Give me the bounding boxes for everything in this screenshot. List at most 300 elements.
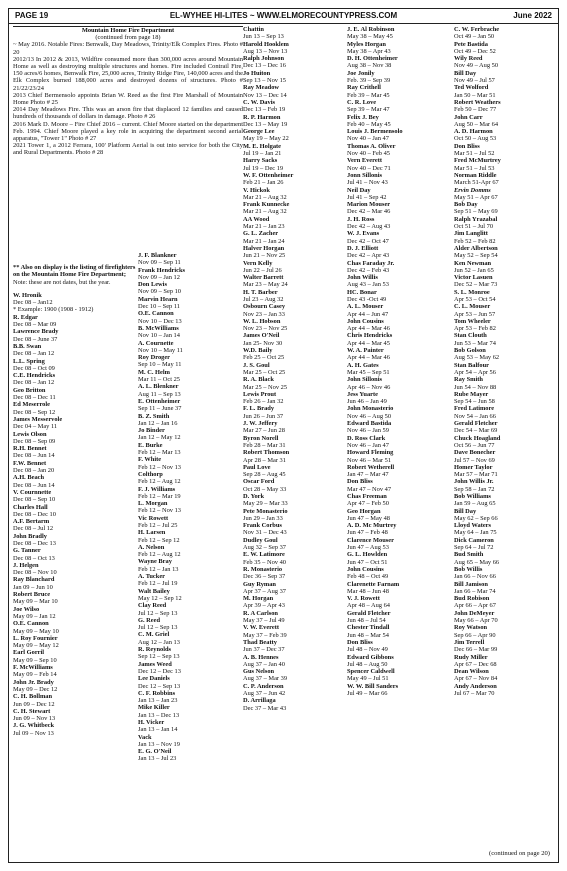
service-dates: Mar 27 – Jun 28 — [243, 427, 285, 435]
service-dates: Apr 47 – Feb 50 — [347, 500, 389, 508]
firefighter-name: C. H. Stewart — [13, 707, 51, 715]
firefighter-name: F. White — [138, 456, 162, 464]
service-dates: Feb 12 – Nov 13 — [138, 507, 181, 515]
service-dates: Aug 38 – Nov 38 — [347, 62, 392, 70]
service-dates: Dec 08 – Sep 12 — [13, 408, 56, 416]
service-dates: Apr 44 – Jun 47 — [347, 310, 389, 318]
service-dates: Nov 46 – Mar 51 — [347, 456, 392, 464]
firefighter-name: Jim Terrell — [454, 638, 485, 646]
service-dates: Jun 13 – Sep 13 — [243, 33, 284, 41]
service-dates: Nov 46 – Jan 47 — [347, 441, 389, 449]
service-dates: Dec 42 – Oct 47 — [347, 237, 389, 245]
firefighter-name: John Jr. Brady — [13, 678, 54, 686]
service-dates: Mar 45 – Sep 51 — [347, 368, 390, 376]
firefighter-name: C. F. Robbins — [138, 689, 176, 697]
service-dates: May 64 – Jan 75 — [454, 529, 497, 537]
service-dates: Apr 46 – Nov 46 — [347, 383, 391, 391]
firefighter-name: Chris Hendricks — [347, 332, 393, 340]
firefighter-name: Stan Clouth — [454, 332, 487, 340]
firefighter-name: F.W. Bennet — [13, 459, 47, 467]
service-dates: Sep 54 – Jun 58 — [454, 398, 495, 406]
firefighter-name: A. L. Mouser — [347, 303, 384, 311]
firefighter-name: Bill Day — [454, 507, 477, 515]
service-dates: Jun 48 – Jul 54 — [347, 617, 386, 625]
firefighter-name: H. Vicker — [138, 719, 165, 726]
service-dates: Mar 21 – Aug 32 — [243, 193, 287, 201]
firefighter-name: Charles Hall — [13, 503, 48, 511]
service-dates: May 51 – Apr 67 — [454, 193, 498, 201]
firefighter-name: G. Reed — [138, 616, 161, 624]
firefighter-name: Frank Corbus — [243, 522, 282, 530]
firefighter-name: J. F. Blankner — [138, 252, 177, 259]
service-dates: Feb 12 – Aug 12 — [138, 551, 181, 559]
service-dates: Apr 54 – Apr 56 — [454, 368, 496, 376]
firefighter-name: Robert Thomson — [243, 449, 290, 457]
service-dates: Jun 26 – Jun 37 — [243, 412, 284, 420]
service-dates: Dec 08 – Jan 12 — [13, 350, 55, 358]
firefighter-name: Rube Mayer — [454, 390, 489, 398]
publication-title: EL-WYHEE HI-LITES ~ WWW.ELMORECOUNTYPRESS.COM — [169, 11, 398, 20]
firefighter-name: John Sillonis — [347, 376, 382, 384]
firefighter-name: Ralph Yrazabal — [454, 215, 498, 223]
service-dates: Mar 21 – Jan 23 — [243, 223, 285, 231]
service-dates: Apr 37 – Aug 37 — [243, 587, 286, 595]
firefighter-name: Ed Meserrole — [13, 401, 50, 409]
firefighter-name: John Cousins — [347, 317, 384, 325]
firefighter-name: Thomas A. Oliver — [347, 142, 396, 150]
firefighter-name: B. McWilliams — [138, 324, 179, 332]
firefighter-name: Vack — [138, 733, 152, 741]
firefighter-name: C. L. Mouser — [454, 303, 491, 311]
firefighter-name: Ken Newman — [454, 259, 492, 267]
service-dates: May 09 – Jan 12 — [13, 612, 56, 620]
firefighter-name: C. W. Ferbrache — [454, 26, 500, 33]
firefighter-name: Lawrence Brady — [13, 328, 59, 336]
firefighter-name: G. Tanner — [13, 547, 41, 555]
service-dates: Feb 26 – Jan 32 — [243, 398, 284, 406]
firefighter-name: Thad Beatty — [243, 638, 277, 646]
firefighter-name: Andy Anderson — [454, 682, 497, 690]
service-dates: Dec 52 – Mar 73 — [454, 281, 498, 289]
service-dates: Aug 50 – Mar 64 — [454, 120, 499, 128]
service-dates: Mar 23 – May 24 — [243, 281, 288, 289]
service-dates: Sep 28 – Aug 45 — [243, 471, 286, 479]
firefighter-name: Clay Reed — [138, 602, 167, 610]
service-dates: Apr 48 – Aug 64 — [347, 602, 390, 610]
service-dates: Dec 08 – June 37 — [13, 335, 58, 343]
firefighter-name: Bob Willis — [454, 565, 483, 573]
firefighter-name: Wayne Bray — [138, 558, 172, 566]
service-dates: Dec 42 – Apr 43 — [347, 252, 390, 260]
service-dates: Feb 12 – Jul 25 — [138, 521, 178, 529]
firefighter-name: John Cousins — [347, 565, 384, 573]
service-dates: Nov 09 – Jan 12 — [138, 273, 180, 281]
service-dates: Nov 09 – Sep 11 — [138, 259, 181, 267]
firefighter-name: M. E. Holgate — [243, 142, 281, 150]
firefighter-name: Halver Horgan — [243, 244, 285, 252]
service-dates: Jun 47 – May 48 — [347, 514, 390, 522]
firefighter-name: Ted Wolford — [454, 84, 489, 92]
firefighter-name: Chattin — [243, 26, 264, 33]
article-title: Mountain Home Fire Department — [13, 26, 243, 34]
service-dates: May 09 – Feb 14 — [13, 671, 57, 679]
service-dates: Nov 10 – Dec 13 — [138, 317, 182, 325]
service-dates: Nov 46 – Aug 50 — [347, 412, 392, 420]
service-dates: Jul 12 – Sep 13 — [138, 624, 178, 632]
service-dates: Jun 48 – Mar 54 — [347, 631, 389, 639]
firefighter-name: AA Wood — [243, 215, 270, 223]
firefighter-name: Clarenette Farnam — [347, 580, 400, 588]
service-dates: Dec 13 – Feb 19 — [243, 106, 286, 114]
service-dates: Mar 51 – Jul 52 — [454, 150, 495, 158]
firefighter-name: A. B. Hennes — [243, 653, 279, 661]
firefighter-name: HC. Bonar — [347, 288, 377, 296]
firefighter-name: Edward Gibbons — [347, 653, 394, 661]
firefighter-name: O.E. Cannon — [13, 620, 49, 628]
firefighter-name: John Bradly — [13, 532, 47, 540]
firefighter-name: James Messervole — [13, 415, 63, 423]
firefighter-name: F. J. Williams — [138, 485, 176, 493]
article-paragraph: 2016 Mark D. Moore – Fire Chief 2016 – current. Chief Moore started on the department Feb. 1994. Chief Moore played a key role in acquiring the department second aerial apparatus, "Tower 1" Photo # 27 — [13, 120, 243, 143]
service-dates: Jul 57 – Nov 69 — [454, 456, 495, 464]
service-dates: Oct 49 – Dec 52 — [454, 47, 496, 55]
service-dates: Nov 54 – Jan 66 — [454, 412, 496, 420]
service-dates: Aug 37 – Jun 42 — [243, 690, 286, 698]
service-dates: May 38 – May 45 — [347, 33, 393, 41]
article-subtitle: (continued from page 18) — [95, 34, 161, 42]
service-dates: Sep 12 – Sep 13 — [138, 653, 180, 661]
firefighter-name: Gerald Fletcher — [454, 420, 498, 428]
firefighter-name: Walt Bailey — [138, 587, 170, 595]
service-dates: Mar 25 – Oct 25 — [243, 368, 286, 376]
firefighter-name: Bud Robison — [454, 595, 490, 603]
service-dates: Sep 10 – May 11 — [138, 361, 182, 369]
firefighter-name: A. L. Blenkner — [138, 383, 179, 391]
service-dates: Jul 67 – Mar 70 — [454, 690, 495, 698]
firefighter-name: L. Roy Fournier — [13, 634, 58, 642]
firefighter-name: V. W. Everett — [243, 624, 279, 632]
firefighter-name: Howard Fleming — [347, 449, 394, 457]
firefighter-name: Chester Tindall — [347, 624, 390, 632]
firefighter-name: Jess Yuarte — [347, 390, 378, 398]
service-dates: Dec 10 – Sep 11 — [138, 303, 181, 311]
article-paragraph: 2021 Tower 1, a 2012 Ferrara, 100' Platform Aerial is out into service for both the City and Rural Departments. Photo # 28 — [13, 142, 243, 157]
firefighter-name: Clarence Mouser — [347, 536, 394, 544]
firefighter-name: Bob Golson — [454, 347, 486, 355]
service-dates: Jun 37 – Dec 37 — [243, 646, 285, 654]
firefighter-name: Don Lewis — [138, 281, 167, 289]
firefighter-name: J. E. Al Robinson — [347, 26, 395, 33]
firefighter-name: Lewis Prout — [243, 390, 277, 398]
service-dates: Dec 42 – Feb 43 — [347, 266, 390, 274]
service-dates: Dec 08 – Dec 10 — [13, 510, 56, 518]
firefighter-name: Vern Everett — [347, 157, 382, 165]
service-dates: Jul 23 – Aug 32 — [243, 295, 284, 303]
service-dates: Jul 49 – Mar 66 — [347, 690, 388, 698]
firefighter-name: V. Cournnette — [13, 488, 52, 496]
service-dates: Feb 48 – Oct 49 — [347, 573, 389, 581]
service-dates: Jun 47 – Feb 48 — [347, 529, 388, 537]
firefighter-name: James O'Neil — [243, 332, 280, 340]
firefighter-name: Harold Hooklem — [243, 40, 289, 48]
service-dates: Dec 08 – Nov 10 — [13, 569, 57, 577]
firefighter-name: R. Reynolds — [138, 646, 172, 654]
service-dates: Dec 08 – Sep 09 — [13, 437, 56, 445]
firefighter-name: Ray Crithell — [347, 84, 381, 92]
service-dates: May 09 – Mar 10 — [13, 598, 58, 606]
service-dates: Aug 37 – Mar 39 — [243, 675, 288, 683]
firefighter-name: George Lee — [243, 128, 275, 136]
service-dates: May 38 – Apr 43 — [347, 47, 391, 55]
service-dates: Feb 12 – Mar 13 — [138, 449, 181, 457]
firefighter-name: John Carr — [454, 113, 483, 121]
firefighter-name: J. Helgen — [13, 561, 39, 569]
firefighter-name: Guy Ryman — [243, 580, 276, 588]
firefighter-name: John Willis Jr. — [454, 478, 494, 486]
firefighter-name: F. L. Brady — [243, 405, 275, 413]
firefighter-name: R. Monasterio — [243, 565, 283, 573]
page-number: PAGE 19 — [15, 11, 49, 20]
firefighter-name: R. Edgar — [13, 313, 38, 321]
firefighter-name: Tom Wheeler — [454, 317, 491, 325]
firefighter-name: Geo Horgan — [347, 507, 381, 515]
firefighter-name: B.B. Swan — [13, 342, 42, 350]
firefighter-name: E. Burke — [138, 441, 163, 449]
firefighter-name: D. H. Ottenheimer — [347, 55, 398, 63]
service-dates: Aug 37 – Jan 40 — [243, 660, 285, 668]
firefighter-name: Homer Taylor — [454, 463, 493, 471]
service-dates: Oct 28 – May 33 — [243, 485, 287, 493]
service-dates: Feb 25 – Oct 25 — [243, 354, 285, 362]
service-dates: Aug 11 – Sep 13 — [138, 390, 181, 398]
firefighter-name: H. Larsen — [138, 529, 166, 537]
service-dates: Sep 64 – Jul 72 — [454, 544, 494, 552]
firefighter-name: B. Z. Smith — [138, 412, 170, 420]
service-dates: Mar 51 – Jul 53 — [454, 164, 495, 172]
service-dates: Dec 08 – Dec 11 — [13, 394, 56, 402]
roster-column-4 — [347, 26, 451, 697]
service-dates: Jul 12 – Sep 13 — [138, 609, 178, 617]
continued-note: (continued on page 20) — [489, 850, 550, 857]
firefighter-name: Ray Meadow — [243, 84, 280, 92]
firefighter-name: J. W. Jeffery — [243, 420, 278, 428]
firefighter-name: Fred McMurtrey — [454, 157, 501, 165]
firefighter-name: Robert Wetherell — [347, 463, 395, 471]
service-dates: March 51-Apr 67 — [454, 179, 499, 187]
service-dates: Sep 39 – Mar 47 — [347, 106, 390, 114]
roster-column-2 — [138, 252, 238, 763]
service-dates: Nov 40 – Feb 45 — [347, 150, 390, 158]
firefighter-name: A. Nelson — [138, 543, 165, 551]
firefighter-name: C. P. Anderson — [243, 682, 284, 690]
service-dates: May 09 – Sep 10 — [13, 656, 57, 664]
issue-date: June 2022 — [513, 11, 552, 20]
service-dates: Jan 13 – Jul 23 — [138, 755, 177, 763]
service-dates: May 52 – Sep 54 — [454, 252, 498, 260]
service-dates: Jul 48 – Aug 50 — [347, 660, 388, 668]
service-dates: Dec 08 – Oct 09 — [13, 364, 55, 372]
service-dates: Nov 23 – Nov 25 — [243, 325, 288, 333]
firefighter-name: E. W. Latimore — [243, 551, 285, 559]
service-dates: Dec 42 – Mar 46 — [347, 208, 391, 216]
firefighter-name: Lloyd Waters — [454, 522, 491, 530]
service-dates: Nov 10 – Jan 14 — [138, 332, 180, 340]
service-dates: Feb 12 – Jan 13 — [138, 565, 179, 573]
service-dates: Jan 59 – Aug 65 — [454, 500, 496, 508]
firefighter-name: Colthorp — [138, 470, 163, 478]
service-dates: Apr 53 – Jun 57 — [454, 310, 496, 318]
service-dates: Aug 32 – Sep 37 — [243, 544, 286, 552]
service-dates: Dec 13 – May 19 — [243, 120, 288, 128]
service-dates: Dec 42 – Aug 43 — [347, 223, 391, 231]
firefighter-name: Dave Bonecher — [454, 449, 496, 457]
firefighter-name: C. M. Griel — [138, 631, 170, 639]
firefighter-name: W. F. Ottenheimer — [243, 171, 294, 179]
firefighter-name: C. H. Bollman — [13, 693, 53, 701]
service-dates: Jun 09 – Nov 13 — [13, 715, 56, 723]
service-dates: Jan 13 – Jan 23 — [138, 697, 178, 705]
service-dates: * Example: 1900 (1908 - 1912) — [13, 306, 94, 314]
service-dates: Jan 25- Nov 30 — [243, 339, 283, 347]
service-dates: Aug 43 – Jan 53 — [347, 281, 389, 289]
service-dates: Jan 12 – Jan 16 — [138, 419, 178, 427]
article-paragraph: 2014 Day Meadows Fire. This was an arson fire that displaced 12 families and caused hundreds of thousands of dollars in damage. Photo # 26 — [13, 106, 243, 121]
service-dates: Mar 25 – Nov 25 — [243, 383, 288, 391]
firefighter-name: E. G. O'Neil — [138, 748, 172, 756]
service-dates: Jul 48 – Nov 49 — [347, 646, 388, 654]
service-dates: Feb 28 – Mar 31 — [243, 441, 286, 449]
firefighter-name: Dean Wilson — [454, 668, 489, 676]
firefighter-name: S. L. Monroe — [454, 288, 490, 296]
service-dates: Dec 12 – Dec 13 — [138, 667, 181, 675]
service-dates: Jul 09 – Nov 13 — [13, 729, 54, 737]
service-dates: Feb 21 – Jan 26 — [243, 179, 284, 187]
service-dates: Apr 39 – Apr 43 — [243, 602, 285, 610]
service-dates: Sep 11 – June 37 — [138, 405, 182, 413]
service-dates: Dec 12 – Sep 13 — [138, 682, 181, 690]
service-dates: Dec 13 – Dec 16 — [243, 62, 286, 70]
service-dates: Jan 13 – Nov 19 — [138, 740, 180, 748]
service-dates: Feb 12 – Sep 12 — [138, 536, 180, 544]
service-dates: Feb 50 – Dec 77 — [454, 106, 497, 114]
firefighter-name: Norman Riddle — [454, 171, 497, 179]
firefighter-name: Gerald Fletcher — [347, 609, 391, 617]
firefighter-name: R.H. Bennet — [13, 445, 47, 453]
service-dates: Dec 08 – Jan12 — [13, 299, 53, 307]
service-dates: May 37 – Jul 49 — [243, 617, 285, 625]
firefighter-name: Walter Barrett — [243, 274, 284, 282]
firefighter-name: L. Morgan — [138, 500, 168, 508]
service-dates: Aug 12 – Jan 13 — [138, 638, 180, 646]
firefighter-name: James Weed — [138, 660, 172, 668]
service-dates: Aug 65 – May 66 — [454, 558, 500, 566]
service-dates: Apr 44 – Mar 45 — [347, 339, 390, 347]
service-dates: Jun 09 – Dec 12 — [13, 700, 55, 708]
service-dates: Dec 08 – Oct 13 — [13, 554, 55, 562]
service-dates: Feb 12 – Nov 13 — [138, 463, 181, 471]
firefighter-name: Ray Blanchard — [13, 576, 55, 584]
firefighter-name: Jo Huiton — [243, 69, 271, 77]
firefighter-name: R. A. Black — [243, 376, 274, 384]
firefighter-name: Lewis Olson — [13, 430, 47, 438]
firefighter-name: H. T. Barber — [243, 288, 278, 296]
service-dates: Feb 35 – Nov 40 — [243, 558, 286, 566]
firefighter-name: Mike Killer — [138, 704, 170, 712]
service-dates: Dec 36 – Sep 37 — [243, 573, 286, 581]
firefighter-name: Bill Jamison — [454, 580, 488, 588]
firefighter-name: Harry Sacks — [243, 157, 278, 165]
firefighter-name: Spencer Caldwell — [347, 668, 395, 676]
firefighter-name: John DeMeyer — [454, 609, 495, 617]
firefighter-name: Lee Daniels — [138, 675, 170, 683]
service-dates: Aug 13 – Nov 13 — [243, 47, 288, 55]
service-dates: Oct 50 – Aug 53 — [454, 135, 497, 143]
service-dates: Jan 66 – Mar 74 — [454, 587, 496, 595]
service-dates: Jun 22 – Jul 26 — [243, 266, 282, 274]
firefighter-name: Pete Monasterio — [243, 507, 288, 515]
service-dates: May 66 – Apr 70 — [454, 617, 498, 625]
service-dates: Jan 13 – Dec 13 — [138, 711, 180, 719]
service-dates: Apr 66 – Apr 67 — [454, 602, 496, 610]
service-dates: Dec 08 – Sep 10 — [13, 496, 56, 504]
firefighter-name: D. J. Elliott — [347, 244, 379, 252]
firefighter-name: A. D. Harmon — [454, 128, 493, 136]
service-dates: Nov 49 – Aug 50 — [454, 62, 499, 70]
firefighter-name: Neil Day — [347, 186, 371, 194]
service-dates: Nov 31 – Dec 43 — [243, 529, 287, 537]
firefighter-name: Paul Love — [243, 463, 271, 471]
firefighter-name: Rudy Miller — [454, 653, 488, 661]
firefighter-name: C. R. Love — [347, 98, 377, 106]
service-dates: Nov 09 – Sep 10 — [138, 288, 181, 296]
service-dates: Mar 21 – Jan 24 — [243, 237, 285, 245]
firefighter-name: W. Hronik — [13, 291, 42, 299]
firefighter-name: John Willis — [347, 274, 378, 282]
newspaper-page — [8, 8, 559, 863]
service-dates: Feb 40 – May 45 — [347, 120, 391, 128]
service-dates: Dec 43 -Oct 49 — [347, 295, 387, 303]
firefighter-name: Earl Gorril — [13, 649, 45, 657]
service-dates: Jul 41 – Sep 42 — [347, 193, 387, 201]
firefighter-name: R. A Carlson — [243, 609, 278, 617]
service-dates: May 49 – Jul 51 — [347, 675, 389, 683]
firefighter-name: C. W. Davis — [243, 98, 275, 106]
firefighter-name: Louis J. Bermensolo — [347, 128, 403, 136]
firefighter-name: Ray Smith — [454, 376, 483, 384]
firefighter-name: Osbourn Casey — [243, 303, 286, 311]
service-dates: Mar 21 – Aug 32 — [243, 208, 287, 216]
service-dates: May 29 – Mar 33 — [243, 500, 288, 508]
service-dates: Sep 66 – Apr 90 — [454, 631, 496, 639]
service-dates: May 09 – May 10 — [13, 627, 59, 635]
firefighter-name: Jim Langlitt — [454, 230, 488, 238]
firefighter-name: Joe Wilso — [13, 605, 40, 613]
service-dates: Oct 51 – Jul 70 — [454, 223, 494, 231]
roster-note-dates: Note: these are not dates, but the year. — [13, 278, 111, 286]
firefighter-name: Frank Kunnecke — [243, 201, 290, 209]
firefighter-name: A. D. Mc Murtrey — [347, 522, 397, 530]
service-dates: Jun 29 – Jan 33 — [243, 514, 283, 522]
firefighter-name: Byron Norell — [243, 434, 279, 442]
service-dates: Dec 66 – Mar 99 — [454, 646, 498, 654]
service-dates: Dec 08 – Jan 20 — [13, 467, 55, 475]
service-dates: Jul 19 – Dec 19 — [243, 164, 284, 172]
firefighter-name: Vic Rowett — [138, 514, 169, 522]
service-dates: Apr 53 – Feb 82 — [454, 325, 496, 333]
firefighter-name: Don Bliss — [347, 478, 373, 486]
roster-list-1 — [13, 292, 136, 737]
service-dates: Apr 44 – Mar 46 — [347, 354, 390, 362]
